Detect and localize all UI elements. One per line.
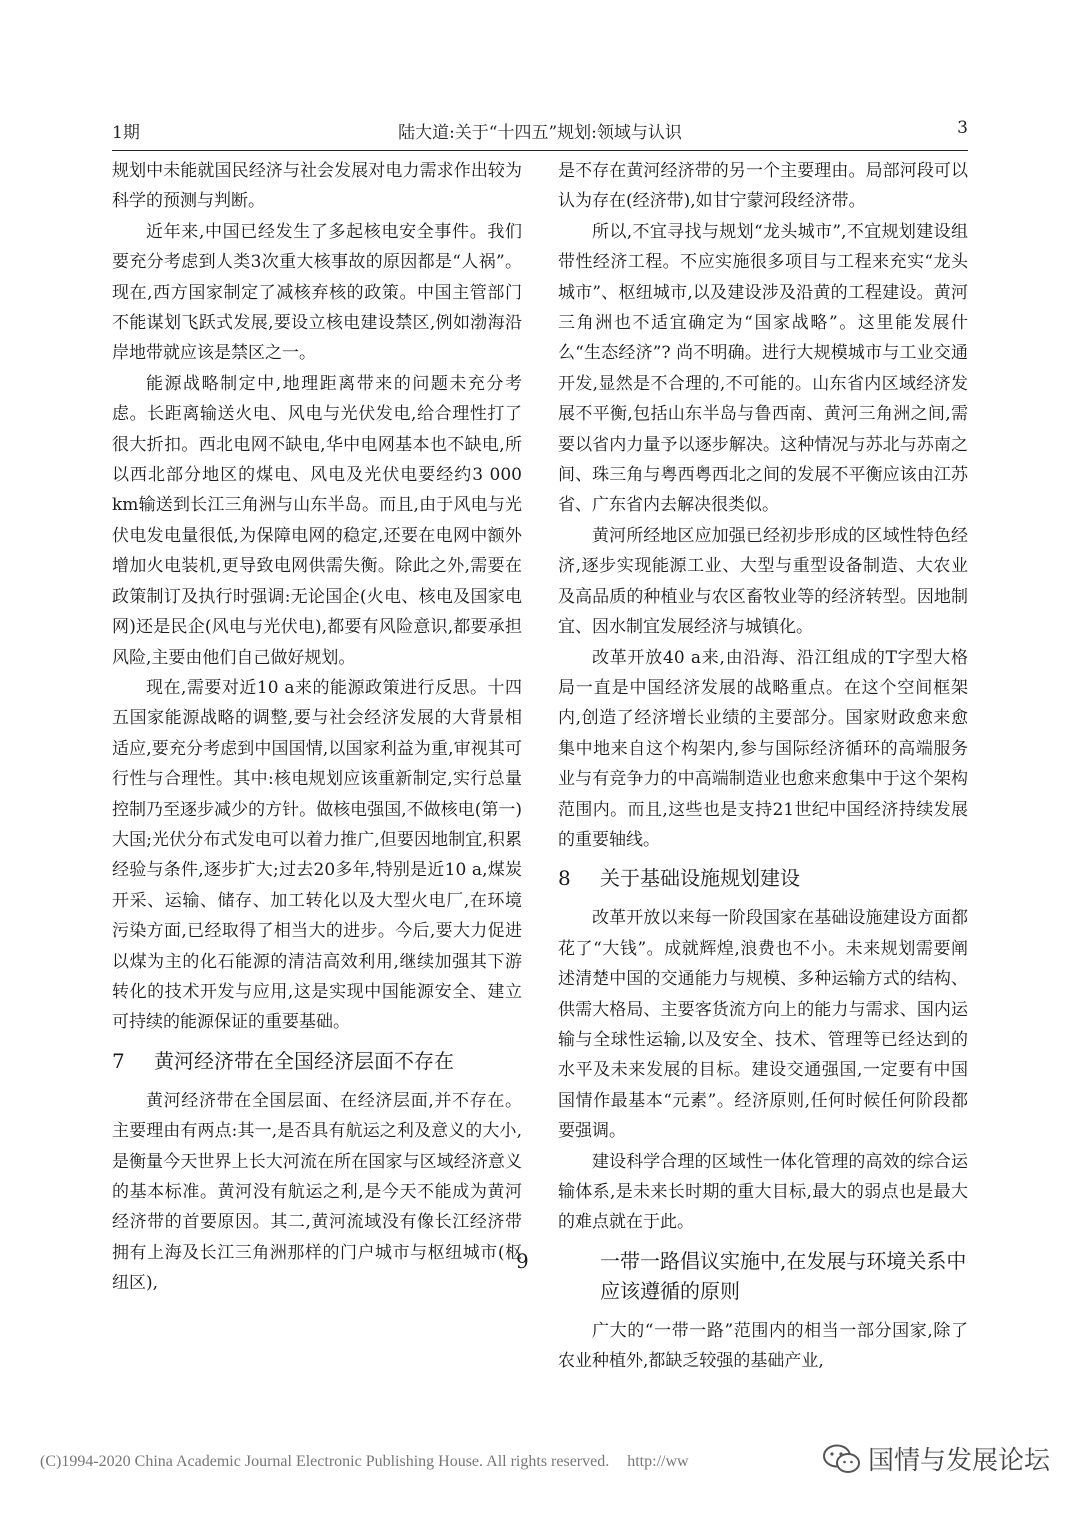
section-heading-9 [516, 1246, 968, 1306]
paragraph: 所以,不宜寻找与规划“龙头城市”,不宜规划建设组带性经济工程。不应实施很多项目与工程来充实“龙头城市”、枢纽城市,以及建设涉及沿黄的工程建设。黄河三角洲也不适宜确定为“国家战略”。这里能发展什么“生态经济”? 尚不明确。进行大规模城市与工业交通开发,显然是不合理的,不可能的。山东省内区域经济发展不平衡,包括山东半岛与鲁西南、黄河三角洲之间,需要以省内力量予以逐步解决。这种情况与苏北与苏南之间、珠三角与粤西粤西北之间的发展不平衡应该由江苏省、广东省内去解决很类似。 [558, 221, 968, 516]
running-header [112, 118, 968, 144]
right-column [516, 156, 968, 1377]
copyright-text: (C)1994-2020 China Academic Journal Electronic Publishing House. All rights reserved. [40, 1453, 610, 1470]
section-title: 黄河经济带在全国经济层面不存在 [154, 1048, 454, 1073]
watermark [818, 1440, 1054, 1477]
page-number: 3 [957, 118, 968, 138]
copyright-footer [40, 1453, 689, 1471]
issue-label: 1期 [112, 123, 140, 143]
section-heading-7 [112, 1046, 522, 1076]
section-title: 关于基础设施规划建设 [600, 866, 800, 891]
paragraph: 能源战略制定中,地理距离带来的问题未充分考虑。长距离输送火电、风电与光伏发电,给合理性打了很大折扣。西北电网不缺电,华中电网基本也不缺电,所以西北部分地区的煤电、风电及光伏电要经约3 000 km输送到长江三角洲与山东半岛。而且,由于风电与光伏电发电量很低,为保障电网的稳定,还要在电网中额外增加火电装机,更导致电网供需失衡。除此之外,需要在政策制订及执行时强调:无论国企(火电、核电及国家电网)还是民企(风电与光伏电),都要有风险意识,都要承担风险,主要由他们自己做好规划。 [112, 373, 522, 668]
wechat-icon [822, 1443, 862, 1475]
paragraph: 规划中未能就国民经济与社会发展对电力需求作出较为科学的预测与判断。 [112, 161, 522, 212]
paragraph: 改革开放40 a来,由沿海、沿江组成的T字型大格局一直是中国经济发展的战略重点。在这个空间框架内,创造了经济增长业绩的主要部分。国家财政愈来愈集中地来自这个构架内,参与国际经济循环的高端服务业与有竞争力的中高端制造业也愈来愈集中于这个架构范围内。而且,这些也是支持21世纪中国经济持续发展的重要轴线。 [558, 647, 968, 850]
footer-url: http://ww [627, 1453, 689, 1470]
paragraph: 黄河所经地区应加强已经初步形成的区域性特色经济,逐步实现能源工业、大型与重型设备制造、大农业及高品质的种植业与农区畜牧业等的经济转型。因地制宜、因水制宜发展经济与城镇化。 [558, 525, 968, 638]
running-title: 陆大道:关于“十四五”规划:领域与认识 [398, 123, 682, 143]
paragraph: 建设科学合理的区域性一体化管理的高效的综合运输体系,是未来长时期的重大目标,最大的弱点也是最大的难点就在于此。 [558, 1151, 968, 1233]
paragraph: 广大的“一带一路”范围内的相当一部分国家,除了农业种植外,都缺乏较强的基础产业, [558, 1320, 968, 1372]
paragraph: 黄河经济带在全国层面、在经济层面,并不存在。主要理由有两点:其一,是否具有航运之利及意义的大小,是衡量今天世界上长大河流在所在国家与区域经济意义的基本标准。黄河没有航运之利,是今天不能成为黄河经济带的首要原因。其二,黄河流域没有像长江经济带拥有上海及长江三角洲那样的门户城市与枢纽城市(枢纽区), [112, 1090, 522, 1294]
paragraph: 近年来,中国已经发生了多起核电安全事件。我们要充分考虑到人类3次重大核事故的原因都是“人祸”。现在,西方国家制定了减核弃核的政策。中国主管部门不能谋划飞跃式发展,要设立核电建设禁区,例如渤海沿岸地带就应该是禁区之一。 [112, 221, 522, 364]
section-number: 9 [516, 1248, 529, 1273]
section-number: 7 [112, 1048, 125, 1073]
section-heading-8 [558, 863, 968, 893]
left-column [112, 156, 522, 1299]
section-title: 一带一路倡议实施中,在发展与环境关系中应该遵循的原则 [600, 1248, 967, 1303]
paragraph: 改革开放以来每一阶段国家在基础设施建设方面都花了“大钱”。成就辉煌,浪费也不小。未来规划需要阐述清楚中国的交通能力与规模、多种运输方式的结构、供需大格局、主要客货流方向上的能力与需求、国内运输与全球性运输,以及安全、技术、管理等已经达到的水平及未来发展的目标。建设交通强国,一定要有中国国情作最基本“元素”。经济原则,任何时候任何阶段都要强调。 [558, 908, 968, 1142]
watermark-text: 国情与发展论坛 [868, 1446, 1051, 1476]
paragraph: 是不存在黄河经济带的另一个主要理由。局部河段可以认为存在(经济带),如甘宁蒙河段经济带。 [558, 161, 968, 212]
header-rule [112, 150, 968, 151]
paragraph: 现在,需要对近10 a来的能源政策进行反思。十四五国家能源战略的调整,要与社会经济发展的大背景相适应,要充分考虑到中国国情,以国家利益为重,审视其可行性与合理性。其中:核电规划应该重新制定,实行总量控制乃至逐步减少的方针。做核电强国,不做核电(第一)大国;光伏分布式发电可以着力推广,但要因地制宜,积累经验与条件,逐步扩大;过去20多年,特别是近10 a,煤炭开采、运输、储存、加工转化以及大型火电厂,在环境污染方面,已经取得了相当大的进步。今后,要大力促进以煤为主的化石能源的清洁高效利用,继续加强其下游转化的技术开发与应用,这是实现中国能源安全、建立可持续的能源保证的重要基础。 [112, 677, 522, 1033]
section-number: 8 [558, 866, 571, 891]
